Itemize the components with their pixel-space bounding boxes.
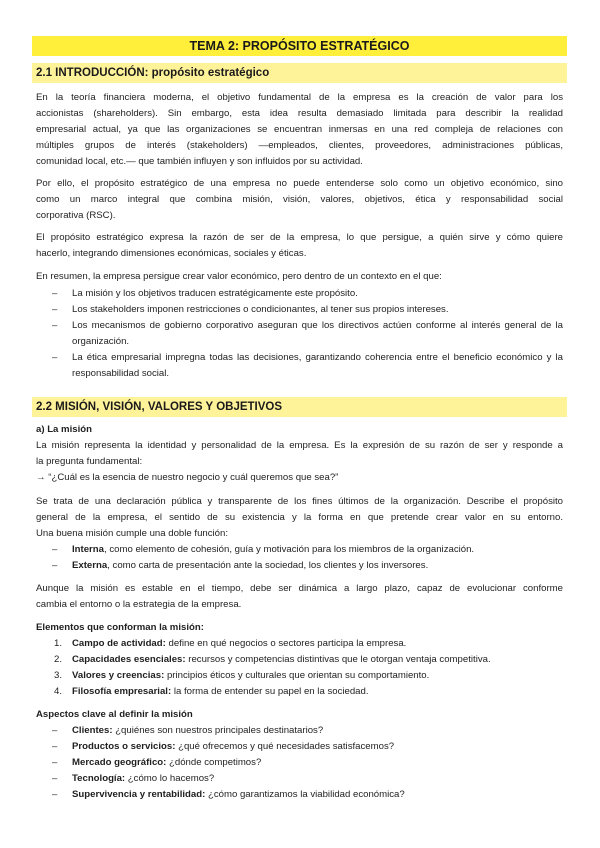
section-heading-mision: 2.2 MISIÓN, VISIÓN, VALORES Y OBJETIVOS: [32, 397, 567, 417]
list-item: – Supervivencia y rentabilidad: ¿cómo garantizamos la viabilidad económica?: [52, 789, 405, 800]
text-line: Por ello, el propósito estratégico de una empresa no puede entenderse solo como un objetivo económico, sino: [36, 178, 563, 189]
mision-paragraph-1: [36, 438, 563, 486]
mision-functions-list: [36, 542, 563, 574]
text-line: general de la empresa, el sentido de su existencia y la forma en que pretende crear valor en su entorno.: [36, 512, 563, 523]
aspects-heading: Aspectos clave al definir la misión: [36, 709, 193, 720]
list-item: 4. Filosofía empresarial: la forma de entender su papel en la sociedad.: [54, 686, 369, 697]
text-line: la pregunta fundamental:: [36, 456, 143, 467]
list-item: – Los mecanismos de gobierno corporativo aseguran que los directivos actúen conforme al interés general de la organización.: [52, 320, 563, 347]
text-line: cambia el entorno o la estrategia de la empresa.: [36, 599, 242, 610]
intro-paragraph-1: [36, 90, 563, 170]
list-item: – Interna, como elemento de cohesión, guía y motivación para los miembros de la organización.: [52, 544, 475, 555]
elements-list: [36, 636, 563, 700]
elements-heading: Elementos que conforman la misión:: [36, 622, 204, 633]
intro-paragraph-4: [36, 269, 563, 285]
text-line: En la teoría financiera moderna, el objetivo fundamental de la empresa es la creación de valor para los: [36, 92, 563, 103]
list-item: – Clientes: ¿quiénes son nuestros principales destinatarios?: [52, 725, 324, 736]
subheading-mision: a) La misión: [36, 424, 92, 435]
list-item: – Los stakeholders imponen restricciones o condicionantes, al tener sus propios intereses.: [52, 304, 449, 315]
text-line: múltiples grupos de interés (stakeholders) —empleados, clientes, proveedores, administraciones públicas,: [36, 140, 563, 151]
mision-paragraph-3: [36, 581, 563, 613]
list-item: – La ética empresarial impregna todas las decisiones, garantizando coherencia entre el beneficio económico y la responsabilidad social.: [52, 352, 563, 379]
text-line: accionistas (shareholders). Sin embargo, esta idea resulta demasiado limitada para describir la realidad: [36, 108, 563, 119]
mision-paragraph-2: [36, 494, 563, 542]
list-item: – Productos o servicios: ¿qué ofrecemos y qué necesidades satisfacemos?: [52, 741, 395, 752]
text-line: Aunque la misión es estable en el tiempo, debe ser dinámica a largo plazo, capaz de evolucionar conforme: [36, 583, 563, 594]
list-item: 1. Campo de actividad: define en qué negocios o sectores participa la empresa.: [54, 638, 407, 649]
intro-paragraph-2: [36, 176, 563, 224]
text-line: hacerlo, integrando dimensiones económicas, sociales y éticas.: [36, 248, 307, 259]
section-heading-introduccion: 2.1 INTRODUCCIÓN: propósito estratégico: [32, 63, 567, 83]
intro-bullet-list: [36, 286, 563, 382]
list-item: 2. Capacidades esenciales: recursos y competencias distintivas que le otorgan ventaja competitiva.: [54, 654, 491, 665]
mision-quote: → “¿Cuál es la esencia de nuestro negocio y cuál queremos que sea?”: [36, 472, 339, 483]
text-line: En resumen, la empresa persigue crear valor económico, pero dentro de un contexto en el que:: [36, 271, 442, 282]
text-line: corporativa (RSC).: [36, 210, 116, 221]
aspects-list: [36, 723, 563, 803]
text-line: Una buena misión cumple una doble función:: [36, 528, 229, 539]
list-item: – Externa, como carta de presentación ante la sociedad, los clientes y los inversores.: [52, 560, 429, 571]
text-line: empresarial actual, ya que las organizaciones se encuentran inmersas en una red compleja de relaciones con: [36, 124, 563, 135]
text-line: comunidad local, etc.— que también influyen y son influidos por su actividad.: [36, 156, 363, 167]
text-line: La misión representa la identidad y personalidad de la empresa. Es la expresión de su razón de ser y responde a: [36, 440, 563, 451]
list-item: – Tecnología: ¿cómo lo hacemos?: [52, 773, 215, 784]
page-title: TEMA 2: PROPÓSITO ESTRATÉGICO: [32, 36, 567, 56]
text-line: Se trata de una declaración pública y transparente de los fines últimos de la organización. Describe el propósito: [36, 496, 563, 507]
text-line: El propósito estratégico expresa la razón de ser de la empresa, lo que persigue, a quién sirve y cómo quiere: [36, 232, 563, 243]
intro-paragraph-3: [36, 230, 563, 262]
list-item: 3. Valores y creencias: principios éticos y culturales que orientan su comportamiento.: [54, 670, 430, 681]
list-item: – Mercado geográfico: ¿dónde competimos?: [52, 757, 262, 768]
list-item: – La misión y los objetivos traducen estratégicamente este propósito.: [52, 288, 358, 299]
text-line: como un marco integral que combina misión, visión, valores, objetivos, ética y responsabilidad social: [36, 194, 563, 205]
